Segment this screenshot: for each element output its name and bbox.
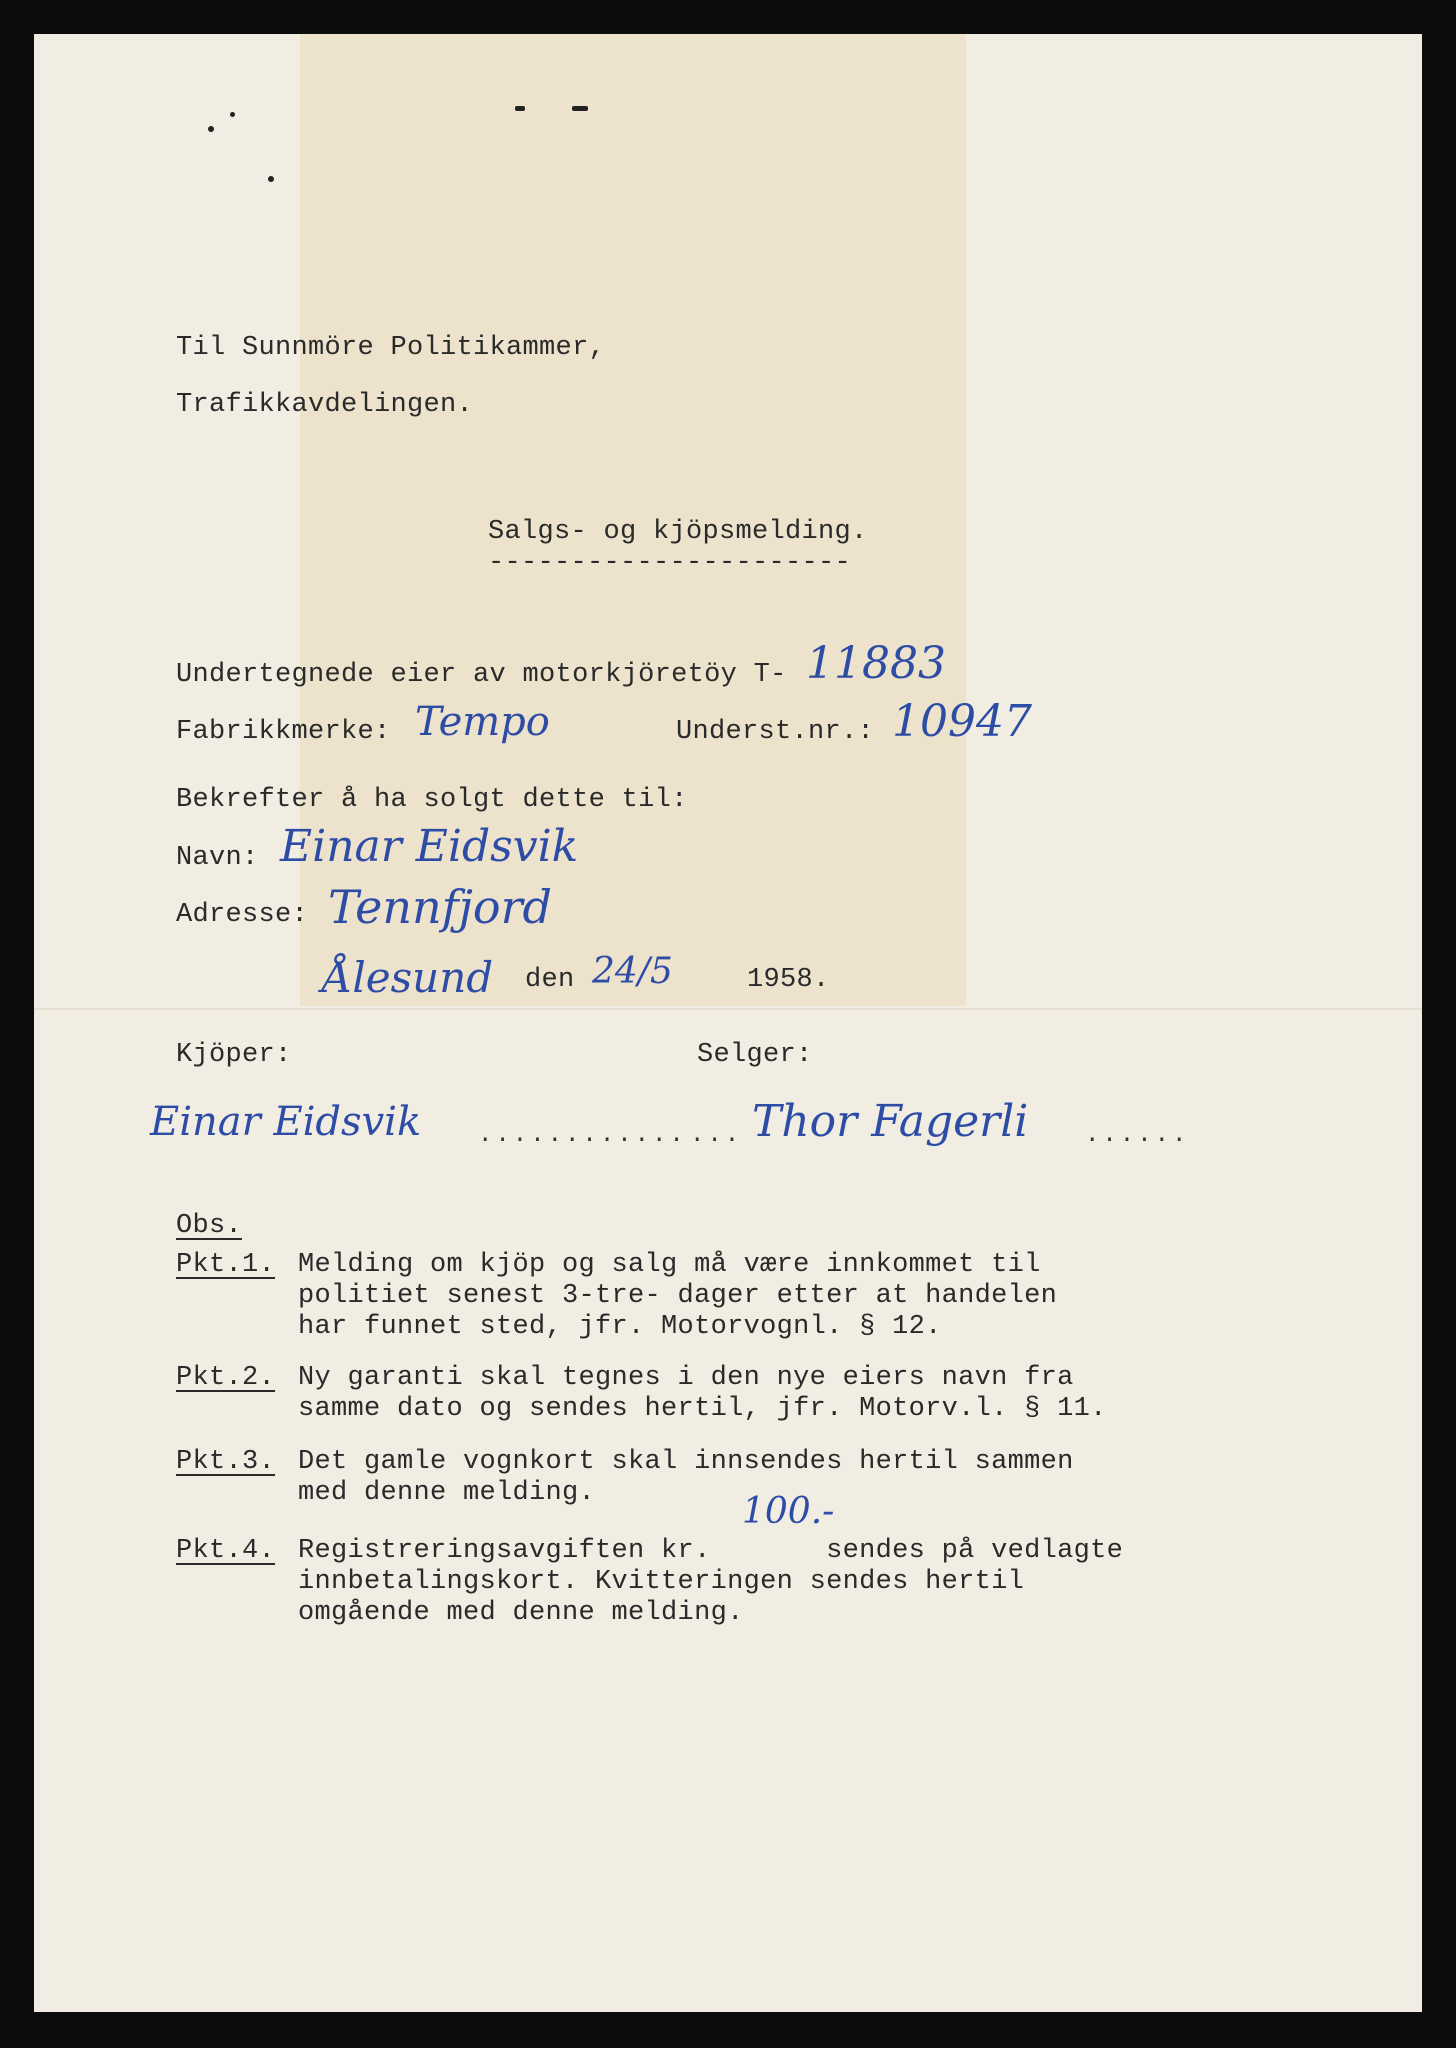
note-line: Ny garanti skal tegnes i den nye eiers navn fra <box>298 1363 1074 1393</box>
buyer-label: Kjöper: <box>176 1040 292 1070</box>
note-line: politiet senest 3-tre- dager etter at handelen <box>298 1281 1058 1311</box>
buyer-address: Tennfjord <box>328 880 553 934</box>
note-label: Pkt.1. <box>176 1250 276 1280</box>
chassis-label: Underst.nr.: <box>676 717 875 747</box>
note-line: Registreringsavgiften kr. sendes på vedlagte <box>298 1536 1124 1566</box>
buyer-signature: Einar Eidsvik <box>150 1099 422 1145</box>
seller-signature-line-left: ... <box>690 1122 743 1149</box>
seller-signature: Thor Fagerli <box>752 1096 1029 1147</box>
document-title: Salgs- og kjöpsmelding. <box>488 517 868 547</box>
ink-speck <box>208 126 214 132</box>
note-line: med denne melding. <box>298 1478 596 1508</box>
note-line: Det gamle vognkort skal innsendes hertil sammen <box>298 1447 1074 1477</box>
note-line: samme dato og sendes hertil, jfr. Motorv.l. § 11. <box>298 1394 1107 1424</box>
vehicle-label: Undertegnede eier av motorkjöretöy T- <box>176 660 787 690</box>
confirm-text: Bekrefter å ha solgt dette til: <box>176 785 688 815</box>
buyer-signature-line: ............ <box>478 1122 687 1149</box>
ink-speck <box>515 106 525 111</box>
name-label: Navn: <box>176 843 259 873</box>
make-value: Tempo <box>415 699 550 745</box>
registration-number: 11883 <box>806 638 946 689</box>
obs-heading: Obs. <box>176 1211 243 1241</box>
note-label: Pkt.3. <box>176 1447 276 1477</box>
seller-signature-line: ...... <box>1085 1122 1190 1149</box>
note-line: Melding om kjöp og salg må være innkommet til <box>298 1250 1041 1280</box>
addressee-line1: Til Sunnmöre Politikammer, <box>176 333 606 363</box>
addressee-line2: Trafikkavdelingen. <box>176 390 474 420</box>
place: Ålesund <box>322 953 494 1002</box>
fold-line <box>34 1008 1422 1010</box>
year: 1958. <box>747 965 830 995</box>
buyer-name: Einar Eidsvik <box>280 821 579 872</box>
make-label: Fabrikkmerke: <box>176 717 391 747</box>
note-line: omgående med denne melding. <box>298 1598 744 1628</box>
note-line: har funnet sted, jfr. Motorvognl. § 12. <box>298 1312 942 1342</box>
note-line: innbetalingskort. Kvitteringen sendes hertil <box>298 1567 1025 1597</box>
ink-speck <box>268 176 274 182</box>
title-rule: ---------------------- <box>488 548 852 578</box>
day-month: 24/5 <box>592 951 673 992</box>
ink-speck <box>230 112 235 117</box>
chassis-value: 10947 <box>892 696 1032 747</box>
address-label: Adresse: <box>176 900 309 930</box>
den-label: den <box>525 965 575 995</box>
fee-amount: 100.- <box>742 1491 835 1532</box>
note-label: Pkt.2. <box>176 1363 276 1393</box>
seller-label: Selger: <box>697 1040 813 1070</box>
ink-speck <box>572 106 588 111</box>
note-label: Pkt.4. <box>176 1536 276 1566</box>
